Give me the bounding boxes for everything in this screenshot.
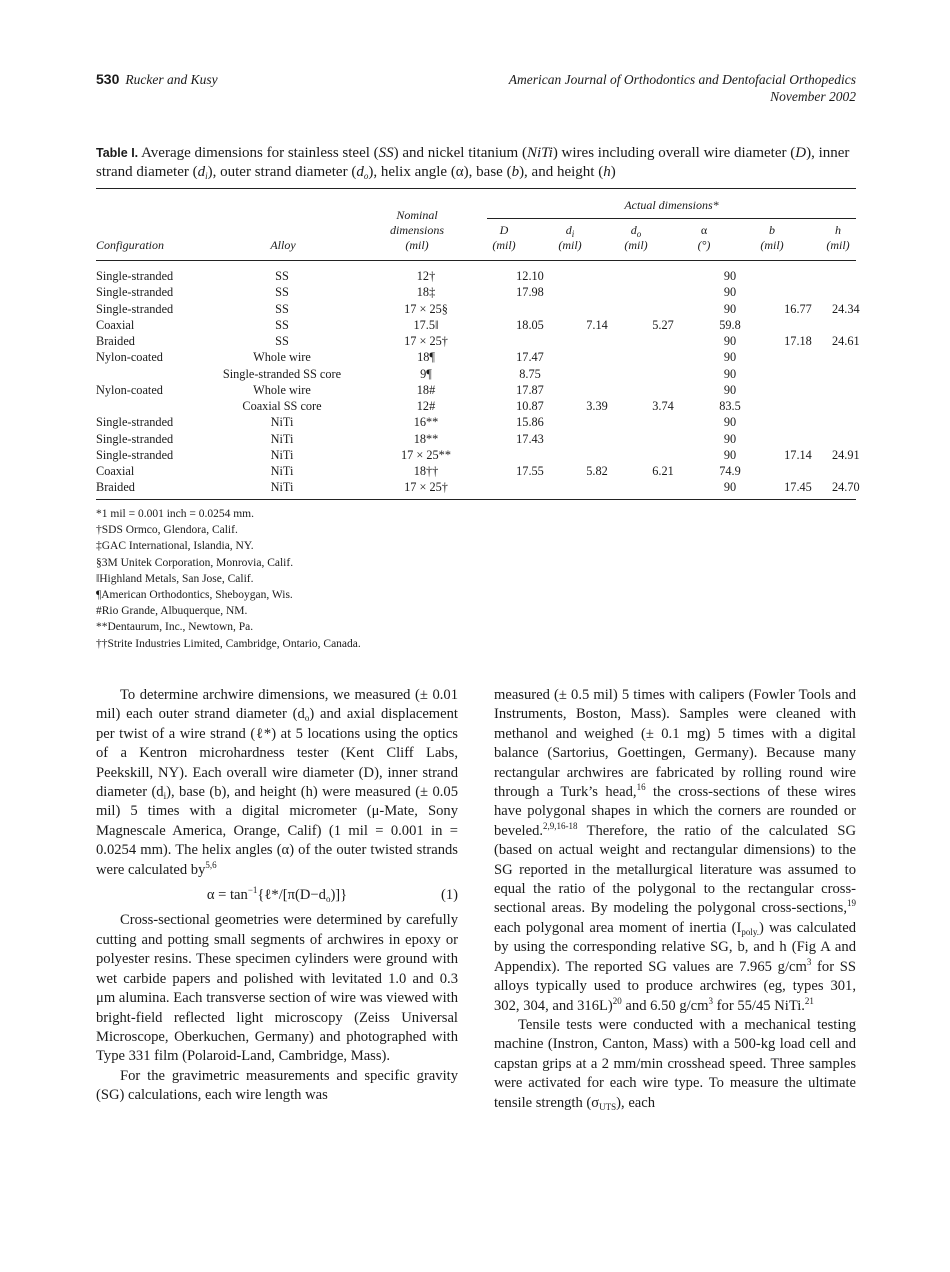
- table-cell: [630, 479, 696, 495]
- table-cell: Braided: [96, 334, 135, 348]
- table-footnotes: [96, 506, 361, 652]
- table-cell: [764, 366, 832, 382]
- table-cell: SS: [275, 334, 289, 348]
- header-h-unit: (mil): [826, 238, 850, 252]
- footnote: ¶American Orthodontics, Sheboygan, Wis.: [96, 589, 293, 602]
- table-cell: [496, 301, 564, 317]
- table-row: [96, 431, 860, 447]
- table-cell: [564, 431, 630, 447]
- table-cell: 83.5: [719, 399, 741, 413]
- table-cell: [764, 463, 832, 479]
- footnote: *1 mil = 0.001 inch = 0.0254 mm.: [96, 508, 254, 520]
- paragraph-cross-sections: Cross-sectional geometries were determined by carefully cutting and potting small segments of archwires in epoxy or polyester resins. These specimen cylinders were ground with wet carbide papers and polished with levitated 1.0 and 0.3 μm alumina. Each transverse section of wire was viewed with bright-field reflected light microscopy (Zeiss Universal Microscope, Oberkuchen, Germany) and photographed with Type 331 film (Polaroid-Land, Cambridge, Mass).: [96, 912, 458, 1065]
- table-cell: [496, 479, 564, 495]
- header-di-sym: $d_i$: [565, 223, 575, 239]
- table-cell: NiTi: [270, 415, 294, 430]
- table-cell: [630, 414, 696, 430]
- table-cell: [564, 333, 630, 349]
- table-cell: 15.86: [516, 415, 544, 430]
- table-cell: 17.55: [516, 464, 544, 478]
- table-cell: [764, 382, 832, 398]
- table-cell: [832, 398, 860, 414]
- running-header-left: [96, 71, 218, 88]
- table-cell: [564, 349, 630, 365]
- table-cell: [832, 463, 860, 479]
- table-cell: [564, 366, 630, 382]
- table-cell: Nylon-coated: [96, 350, 163, 365]
- table-cell: [832, 317, 860, 333]
- header-nominal-l2: dimensions: [390, 223, 444, 237]
- table-cell: 24.91: [832, 447, 860, 462]
- header-nominal: [372, 208, 462, 253]
- table-cell: [764, 414, 832, 430]
- table-cell: 24.61: [832, 334, 860, 348]
- equation-1: [96, 886, 458, 905]
- table-cell: 18‡: [416, 285, 436, 300]
- header-alpha-sym: α: [700, 223, 708, 237]
- table-cell: Single-stranded: [96, 285, 174, 300]
- header-D-sym: D: [499, 223, 509, 237]
- footnote: ‖Highland Metals, San Jose, Calif.: [96, 572, 254, 585]
- header-do: [616, 223, 656, 253]
- table-cell: 5.27: [652, 317, 674, 332]
- table-cell: [96, 366, 208, 382]
- table-cell: [630, 366, 696, 382]
- table-cell: [832, 268, 860, 284]
- table-caption: [96, 144, 856, 182]
- table-cell: 9¶: [420, 366, 432, 381]
- table-row: [96, 463, 860, 479]
- table-cell: [564, 447, 630, 463]
- journal-title: American Journal of Orthodontics and Dentofacial Orthopedics: [508, 72, 856, 87]
- table-cell: [630, 349, 696, 365]
- table-row: [96, 268, 860, 284]
- footnote: ††Strite Industries Limited, Cambridge, Ontario, Canada.: [96, 637, 361, 650]
- table-header-rule: [96, 260, 856, 261]
- header-di-unit: (mil): [558, 238, 582, 252]
- table-top-rule: [96, 188, 856, 189]
- table-cell: Single-stranded: [96, 447, 174, 462]
- table-cell: [630, 268, 696, 284]
- table-cell: 90: [723, 301, 737, 316]
- header-di: [550, 223, 590, 253]
- table-cell: 5.82: [586, 464, 608, 478]
- paragraph-dimensions: To determine archwire dimensions, we measured (± 0.01 mil) each outer strand diameter $(d_o)$ and axial displacement per twist of a wire strand (ℓ*) at 5 locations using the optics of a Kentron microhardness tester (Kent Cliff Labs, Peekskill, NY). Each overall wire diameter (D), inner strand diameter $(d_i)$, base (b), and height (h) were measured (± 0.05 mil) 5 times with a digital micrometer (μ-Mate, Sony Magnescale America, Orange, Calif) (1 mil = 0.001 in = 0.0254 mm). The helix angles (α) of the outer twisted strands were calculated by$^{5,6}$: [96, 687, 459, 878]
- table-cell: 17.18: [784, 334, 812, 348]
- table-cell: 74.9: [719, 464, 741, 478]
- equation-number: (1): [440, 887, 458, 904]
- table-cell: [564, 414, 630, 430]
- table-cell: [630, 284, 696, 300]
- header-D-unit: (mil): [492, 238, 516, 252]
- table-cell: NiTi: [270, 464, 294, 478]
- table-cell: 90: [723, 447, 737, 462]
- table-cell: 24.70: [832, 480, 860, 495]
- table-cell: Whole wire: [253, 350, 311, 365]
- table-cell: [496, 333, 564, 349]
- table-cell: 17.98: [516, 285, 544, 300]
- table-cell: [630, 447, 696, 463]
- table-cell: [564, 268, 630, 284]
- paragraph-gravimetric: For the gravimetric measurements and specific gravity (SG) calculations, each wire length was: [96, 1067, 458, 1104]
- table-cell: Single-stranded: [96, 415, 174, 430]
- table-cell: Single-stranded: [96, 301, 174, 316]
- table-cell: [630, 333, 696, 349]
- table-cell: Single-stranded SS core: [222, 366, 342, 381]
- table-cell: 7.14: [586, 317, 608, 332]
- table-row: [96, 447, 860, 463]
- table-cell: 16.77: [784, 301, 812, 316]
- table-row: [96, 398, 860, 414]
- table-cell: NiTi: [270, 447, 294, 462]
- header-do-unit: (mil): [624, 238, 648, 252]
- table-cell: 24.34: [832, 301, 860, 316]
- table-cell: 17.87: [516, 382, 544, 397]
- header-h: [818, 223, 858, 253]
- table-cell: SS: [275, 269, 289, 283]
- table-cell: [564, 479, 630, 495]
- table-cell: 3.74: [652, 399, 674, 413]
- table-cell: Braided: [96, 480, 135, 495]
- paragraph-sg: measured (± 0.5 mil) 5 times with calipers (Fowler Tools and Instruments, Boston, Mass). Samples were cleaned with methanol and weighed (± 0.1 mg) 5 times with a digital balance (Sartorius, Goettingen, Germany). Because many rectangular archwires are fabricated by rolling round wire through a Turk’s head,$^{16}$ the cross-sections of these wires have polygonal shapes in which the corners are rounded or beveled.$^{2,9,16-18}$ Therefore, the ratio of the calculated SG (based on actual weight and rectangular dimensions) to the SG reported in the metallurgical literature was assumed to equal the ratio of the polygonal to the rectangular cross-sectional areas. By modeling the polygonal cross-sections,$^{19}$ each polygonal area moment of inertia $(I_{poly.})$ was calculated by using the corresponding relative SG, b, and h (Fig A and Appendix). The reported SG values are 7.965 $g/cm^3$ for SS alloys typically used to produce archwires (eg, types 301, 302, 304, and 316L)$^{20}$ and 6.50 $g/cm^3$ for 55/45 NiTi.$^{21}$: [494, 687, 857, 1014]
- header-b-unit: (mil): [760, 238, 784, 252]
- table-row: [96, 284, 860, 300]
- table-cell: NiTi: [270, 480, 294, 495]
- table-cell: 6.21: [652, 464, 674, 478]
- footnote: †SDS Ormco, Glendora, Calif.: [96, 524, 238, 537]
- left-column: [96, 686, 458, 1106]
- table-cell: 17.14: [784, 447, 812, 462]
- table-cell: [630, 382, 696, 398]
- table-cell: [764, 398, 832, 414]
- table-row: [96, 414, 860, 430]
- table-cell: 3.39: [586, 399, 608, 413]
- table-bottom-rule: [96, 499, 856, 500]
- table-cell: SS: [275, 285, 289, 300]
- table-row: [96, 333, 860, 349]
- table-cell: Whole wire: [253, 382, 311, 397]
- table-cell: Coaxial SS core: [242, 399, 322, 413]
- header-h-sym: h: [835, 223, 841, 237]
- journal-issue: November 2002: [770, 89, 856, 104]
- table-cell: [630, 431, 696, 447]
- footnote: **Dentaurum, Inc., Newtown, Pa.: [96, 621, 254, 634]
- table-cell: 12.10: [516, 269, 544, 283]
- table-cell: 17.47: [516, 350, 544, 365]
- table-cell: 17 × 25†: [404, 334, 448, 348]
- table-cell: SS: [275, 317, 289, 332]
- table-cell: 17.43: [516, 431, 544, 446]
- header-b: [752, 223, 792, 253]
- table-cell: [496, 447, 564, 463]
- table-cell: Coaxial: [96, 317, 135, 332]
- table-cell: [832, 382, 860, 398]
- table-cell: [832, 349, 860, 365]
- footnote: ‡GAC International, Islandia, NY.: [96, 540, 254, 553]
- table-cell: 90: [723, 269, 737, 283]
- table-cell: 16**: [413, 415, 439, 430]
- header-nominal-l1: Nominal: [396, 208, 438, 222]
- table-cell: [764, 284, 832, 300]
- table-cell: 12†: [416, 269, 436, 283]
- equation-body: $\alpha = \tan^{-1}\{\ell*/[\pi(D-d_o)]\}$: [206, 885, 348, 905]
- table-cell: [564, 284, 630, 300]
- header-alpha: [684, 223, 724, 253]
- table-cell: 90: [723, 382, 737, 397]
- table-cell: 17 × 25**: [401, 447, 451, 462]
- table-cell: 90: [723, 415, 737, 430]
- data-table: [96, 268, 860, 496]
- paragraph-tensile: Tensile tests were conducted with a mechanical testing machine (Instron, Canton, Mass) with a 500-kg load cell and capstan grips at a 2 mm/min crosshead speed. Three samples were activated for each wire type. To measure the ultimate tensile strength $(\sigma_{UTS})$, each: [494, 1016, 856, 1112]
- table-caption-text: Average dimensions for stainless steel (SS) and nickel titanium (NiTi) wires including overall wire diameter (D), inner strand diameter $(d_i)$, outer strand diameter $(d_o)$, helix angle (α), base (b), and height (h): [96, 145, 850, 181]
- header-D: [484, 223, 524, 253]
- table-row: [96, 382, 860, 398]
- table-cell: 17 × 25†: [404, 480, 448, 495]
- table-row: [96, 479, 860, 495]
- table-cell: 17 × 25§: [404, 301, 448, 316]
- header-b-sym: b: [769, 223, 775, 237]
- header-do-sym: $d_o$: [630, 223, 642, 239]
- table-cell: [764, 317, 832, 333]
- table-cell: 8.75: [519, 366, 541, 381]
- table-cell: SS: [275, 301, 289, 316]
- table-cell: 10.87: [516, 399, 544, 413]
- table-cell: 59.8: [719, 317, 741, 332]
- running-header-right: [509, 71, 856, 105]
- table-cell: 18#: [416, 382, 436, 397]
- page-number: 530: [96, 71, 120, 87]
- table-cell: 12#: [416, 399, 436, 413]
- table-cell: [832, 414, 860, 430]
- header-nominal-l3: (mil): [405, 238, 429, 252]
- table-cell: [764, 431, 832, 447]
- table-cell: NiTi: [270, 431, 294, 446]
- table-label: Table I.: [96, 146, 139, 160]
- table-cell: 90: [723, 285, 737, 300]
- table-cell: [630, 301, 696, 317]
- table-row: [96, 366, 860, 382]
- right-column: [494, 686, 856, 1113]
- table-cell: 17.5‖: [413, 317, 439, 332]
- table-cell: [96, 398, 208, 414]
- table-cell: [564, 382, 630, 398]
- footnote: §3M Unitek Corporation, Monrovia, Calif.: [96, 556, 294, 569]
- table-row: [96, 317, 860, 333]
- table-cell: Single-stranded: [96, 269, 174, 283]
- table-cell: 18**: [413, 431, 439, 446]
- table-cell: 90: [723, 366, 737, 381]
- table-cell: [764, 349, 832, 365]
- table-cell: [832, 366, 860, 382]
- table-cell: [564, 301, 630, 317]
- group-header: Actual dimensions*: [624, 198, 719, 212]
- table-row: [96, 301, 860, 317]
- table-cell: 18††: [413, 464, 439, 478]
- table-cell: Nylon-coated: [96, 382, 163, 397]
- table-cell: 90: [723, 480, 737, 495]
- table-cell: 17.45: [784, 480, 812, 495]
- table-cell: Single-stranded: [96, 431, 174, 446]
- group-header-rule: [487, 218, 856, 219]
- table-row: [96, 349, 860, 365]
- header-configuration: Configuration: [96, 238, 165, 252]
- table-cell: [832, 284, 860, 300]
- table-cell: 18¶: [417, 350, 435, 365]
- table-cell: 90: [723, 334, 737, 348]
- table-cell: [764, 268, 832, 284]
- header-alloy: Alloy: [270, 238, 296, 252]
- table-cell: [832, 431, 860, 447]
- footnote: #Rio Grande, Albuquerque, NM.: [96, 605, 248, 618]
- header-alpha-unit: (°): [697, 238, 711, 252]
- table-cell: 18.05: [516, 317, 544, 332]
- table-cell: 90: [723, 350, 737, 365]
- running-authors: Rucker and Kusy: [125, 72, 218, 87]
- table-cell: Coaxial: [96, 464, 135, 478]
- table-cell: 90: [723, 431, 737, 446]
